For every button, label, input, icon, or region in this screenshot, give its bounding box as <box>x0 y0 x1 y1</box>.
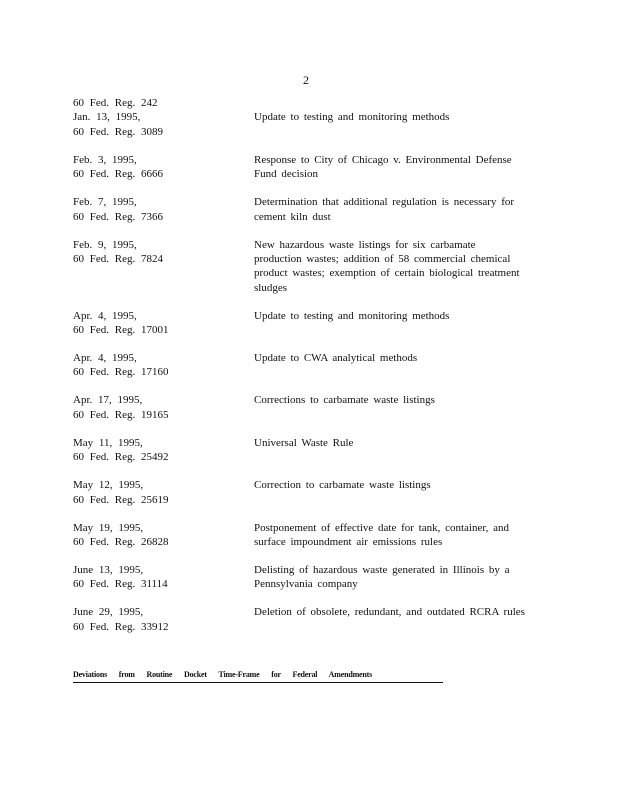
citation <box>73 309 254 338</box>
citation-line: 60 Fed. Reg. 6666 <box>73 168 163 181</box>
citation-line: May 12, 1995, <box>73 479 144 492</box>
citation-line: Feb. 9, 1995, <box>73 238 137 251</box>
citation-line: June 13, 1995, <box>73 563 144 576</box>
description-line: Fund decision <box>254 168 319 181</box>
register-entry <box>73 436 553 465</box>
citation <box>73 195 254 224</box>
description <box>254 238 538 296</box>
citation-line: 60 Fed. Reg. 33912 <box>73 620 169 633</box>
description <box>254 605 538 634</box>
register-entry <box>73 96 553 139</box>
citation-line: 60 Fed. Reg. 3089 <box>73 125 163 138</box>
description-line: Update to CWA analytical methods <box>254 352 418 365</box>
citation <box>73 605 254 634</box>
description-line: Postponement of effective date for tank, container, and <box>254 521 509 534</box>
description-line: cement kiln dust <box>254 210 331 223</box>
page-number: 2 <box>303 73 309 87</box>
citation <box>73 521 254 550</box>
register-entry <box>73 478 553 507</box>
description <box>254 96 538 139</box>
citation <box>73 153 254 182</box>
description-line: Delisting of hazardous waste generated in Illinois by a <box>254 563 510 576</box>
citation <box>73 96 254 139</box>
description <box>254 153 538 182</box>
citation-line: 60 Fed. Reg. 31114 <box>73 578 168 591</box>
citation-line: May 11, 1995, <box>73 436 143 449</box>
description <box>254 351 538 380</box>
citation-line: 60 Fed. Reg. 17160 <box>73 366 169 379</box>
citation-line: 60 Fed. Reg. 25619 <box>73 493 169 506</box>
description-line: New hazardous waste listings for six carbamate <box>254 238 476 251</box>
description-line: Determination that additional regulation is necessary for <box>254 196 515 209</box>
register-entry <box>73 238 553 296</box>
register-entry <box>73 195 553 224</box>
citation-line: Feb. 3, 1995, <box>73 153 137 166</box>
citation-line: Apr. 17, 1995, <box>73 394 143 407</box>
register-entry <box>73 309 553 338</box>
citation-line: June 29, 1995, <box>73 606 144 619</box>
citation <box>73 351 254 380</box>
citation-line: Jan. 13, 1995, <box>73 111 141 124</box>
register-entry <box>73 521 553 550</box>
description-line: Correction to carbamate waste listings <box>254 479 431 492</box>
citation <box>73 393 254 422</box>
description <box>254 478 538 507</box>
description <box>254 436 538 465</box>
description-line: product wastes; exemption of certain biological treatment <box>254 267 520 280</box>
citation-line: Feb. 7, 1995, <box>73 196 137 209</box>
citation <box>73 478 254 507</box>
citation-line: 60 Fed. Reg. 26828 <box>73 535 169 548</box>
federal-register-list <box>73 96 553 648</box>
citation-line: 60 Fed. Reg. 242 <box>73 97 158 109</box>
register-entry <box>73 563 553 592</box>
register-entry <box>73 351 553 380</box>
description-line: Universal Waste Rule <box>254 436 354 449</box>
citation-line: Apr. 4, 1995, <box>73 309 137 322</box>
description-line: Update to testing and monitoring methods <box>254 309 450 322</box>
register-entry <box>73 393 553 422</box>
citation-line: 60 Fed. Reg. 7366 <box>73 210 163 223</box>
description <box>254 195 538 224</box>
description-line: Update to testing and monitoring methods <box>254 111 450 124</box>
description <box>254 521 538 550</box>
citation-line: May 19, 1995, <box>73 521 144 534</box>
register-entry <box>73 153 553 182</box>
citation-line: Apr. 4, 1995, <box>73 352 137 365</box>
citation <box>73 563 254 592</box>
citation-line: 60 Fed. Reg. 25492 <box>73 451 169 464</box>
register-entry <box>73 605 553 634</box>
description-line: Deletion of obsolete, redundant, and outdated RCRA rules <box>254 606 525 619</box>
citation <box>73 238 254 296</box>
description-line <box>254 96 538 110</box>
description-line: surface impoundment air emissions rules <box>254 535 443 548</box>
description-line: Corrections to carbamate waste listings <box>254 394 435 407</box>
description <box>254 309 538 338</box>
description-line: sludges <box>254 281 287 294</box>
citation-line: 60 Fed. Reg. 7824 <box>73 252 163 265</box>
citation-line: 60 Fed. Reg. 19165 <box>73 408 169 421</box>
description-line: production wastes; addition of 58 commercial chemical <box>254 252 511 265</box>
section-heading: Deviations from Routine Docket Time-Frame for Federal Amendments <box>73 669 443 683</box>
description-line: Response to City of Chicago v. Environmental Defense <box>254 153 512 166</box>
citation <box>73 436 254 465</box>
description <box>254 563 538 592</box>
description <box>254 393 538 422</box>
description-line: Pennsylvania company <box>254 578 358 591</box>
citation-line: 60 Fed. Reg. 17001 <box>73 324 169 337</box>
